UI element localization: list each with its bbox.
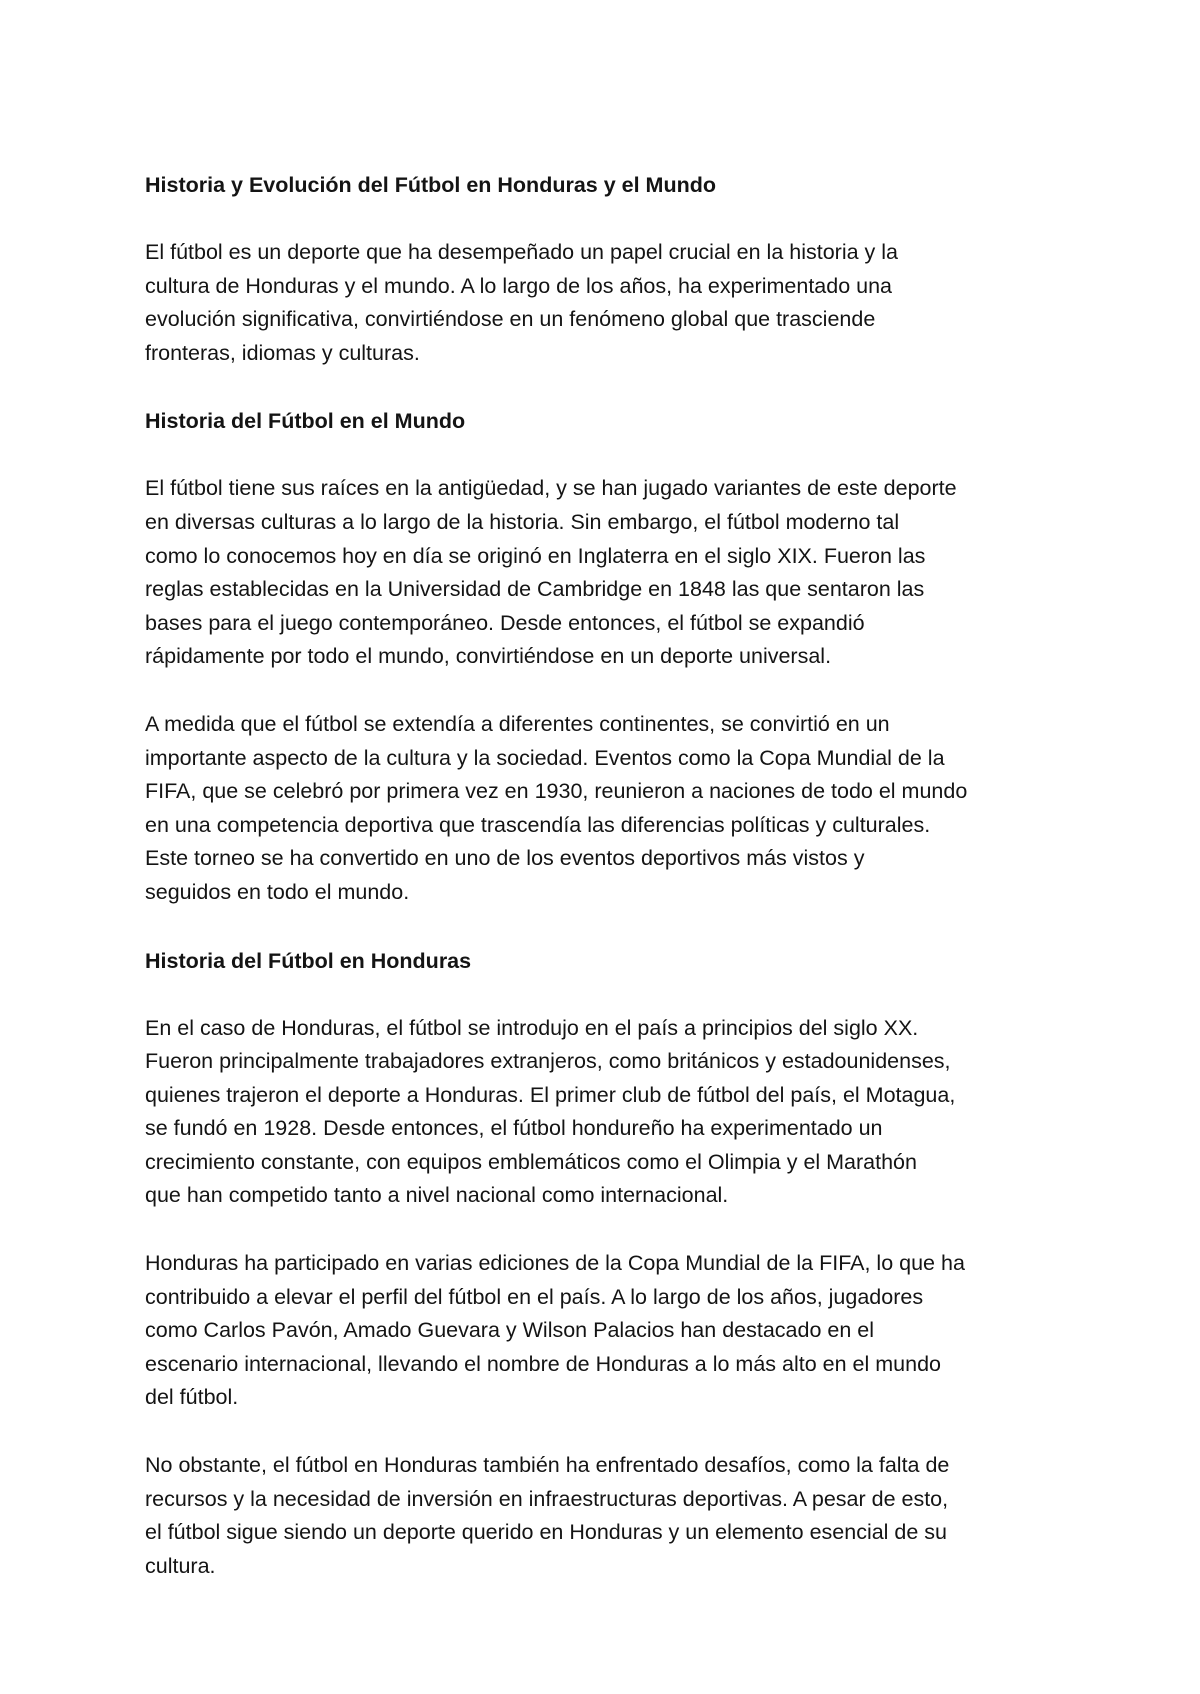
text-line: escenario internacional, llevando el nombre de Honduras a lo más alto en el mundo bbox=[145, 1351, 941, 1376]
text-line: en una competencia deportiva que trascendía las diferencias políticas y culturales. bbox=[145, 812, 931, 837]
text-line: cultura. bbox=[145, 1553, 216, 1578]
honduras-paragraph-2 bbox=[145, 1247, 1070, 1415]
document-title: Historia y Evolución del Fútbol en Honduras y el Mundo bbox=[145, 173, 716, 197]
world-paragraph-1 bbox=[145, 472, 1070, 674]
text-line: evolución significativa, convirtiéndose en un fenómeno global que trasciende bbox=[145, 307, 876, 332]
text-line: en diversas culturas a lo largo de la historia. Sin embargo, el fútbol moderno tal bbox=[145, 509, 900, 534]
text-line: El fútbol es un deporte que ha desempeñado un papel crucial en la historia y la bbox=[145, 240, 899, 264]
text-line: del fútbol. bbox=[145, 1385, 239, 1410]
text-line: como lo conocemos hoy en día se originó en Inglaterra en el siglo XIX. Fueron las bbox=[145, 543, 926, 568]
text-line: como Carlos Pavón, Amado Guevara y Wilson Palacios han destacado en el bbox=[145, 1318, 875, 1343]
text-line: se fundó en 1928. Desde entonces, el fútbol hondureño ha experimentado un bbox=[145, 1116, 883, 1141]
text-line: bases para el juego contemporáneo. Desde entonces, el fútbol se expandió bbox=[145, 610, 865, 635]
honduras-paragraph-1 bbox=[145, 1012, 1070, 1214]
intro-paragraph bbox=[145, 236, 1070, 370]
text-line: FIFA, que se celebró por primera vez en 1930, reunieron a naciones de todo el mundo bbox=[145, 779, 968, 804]
text-line: que han competido tanto a nivel nacional como internacional. bbox=[145, 1183, 729, 1208]
text-line: fronteras, idiomas y culturas. bbox=[145, 340, 420, 365]
text-line: Honduras ha participado en varias ediciones de la Copa Mundial de la FIFA, lo que ha bbox=[145, 1251, 965, 1276]
text-line: seguidos en todo el mundo. bbox=[145, 879, 410, 904]
section-heading-honduras: Historia del Fútbol en Honduras bbox=[145, 948, 472, 973]
world-paragraph-2 bbox=[145, 708, 1070, 910]
text-line: Fueron principalmente trabajadores extranjeros, como británicos y estadounidenses, bbox=[145, 1049, 951, 1074]
text-line: rápidamente por todo el mundo, convirtiéndose en un deporte universal. bbox=[145, 644, 832, 669]
text-line: El fútbol tiene sus raíces en la antigüedad, y se han jugado variantes de este deporte bbox=[145, 476, 957, 501]
text-line: el fútbol sigue siendo un deporte querido en Honduras y un elemento esencial de su bbox=[145, 1520, 948, 1545]
text-line: En el caso de Honduras, el fútbol se introdujo en el país a principios del siglo XX. bbox=[145, 1015, 919, 1040]
text-line: importante aspecto de la cultura y la sociedad. Eventos como la Copa Mundial de la bbox=[145, 745, 945, 770]
text-line: cultura de Honduras y el mundo. A lo largo de los años, ha experimentado una bbox=[145, 273, 893, 298]
text-line: reglas establecidas en la Universidad de Cambridge en 1848 las que sentaron las bbox=[145, 577, 925, 602]
text-line: crecimiento constante, con equipos emblemáticos como el Olimpia y el Marathón bbox=[145, 1149, 917, 1174]
text-line: Este torneo se ha convertido en uno de los eventos deportivos más vistos y bbox=[145, 846, 865, 871]
text-line: A medida que el fútbol se extendía a diferentes continentes, se convirtió en un bbox=[145, 711, 890, 736]
text-line: recursos y la necesidad de inversión en infraestructuras deportivas. A pesar de esto, bbox=[145, 1486, 949, 1511]
text-line: quienes trajeron el deporte a Honduras. El primer club de fútbol del país, el Motagua, bbox=[145, 1082, 956, 1107]
text-line: No obstante, el fútbol en Honduras también ha enfrentado desafíos, como la falta de bbox=[145, 1453, 950, 1478]
text-line: contribuido a elevar el perfil del fútbol en el país. A lo largo de los años, jugadores bbox=[145, 1284, 924, 1309]
honduras-paragraph-3 bbox=[145, 1449, 1070, 1583]
section-heading-world: Historia del Fútbol en el Mundo bbox=[145, 409, 466, 434]
